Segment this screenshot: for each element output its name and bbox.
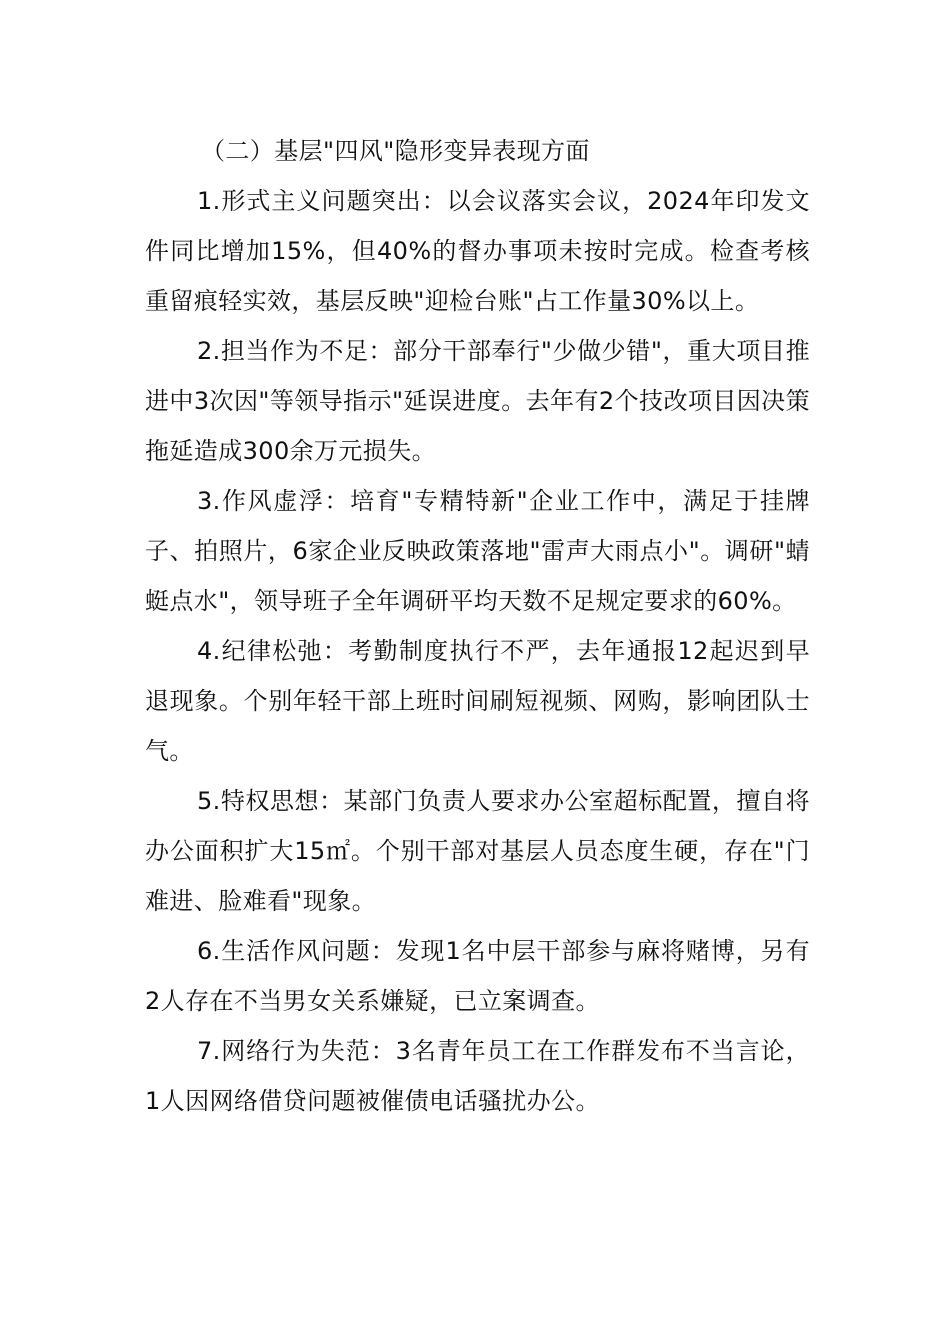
paragraph-2: 2.担当作为不足：部分干部奉行"少做少错"，重大项目推进中3次因"等领导指示"延误进度。去年有2个技改项目因决策拖延造成300余万元损失。 [145,337,810,465]
document-body [145,126,810,1126]
paragraph-7: 7.网络行为失范：3名青年员工在工作群发布不当言论，1人因网络借贷问题被催债电话骚扰办公。 [145,1037,810,1115]
paragraph-3: 3.作风虚浮：培育"专精特新"企业工作中，满足于挂牌子、拍照片，6家企业反映政策落地"雷声大雨点小"。调研"蜻蜓点水"，领导班子全年调研平均天数不足规定要求的60%。 [145,487,810,615]
paragraph-5: 5.特权思想：某部门负责人要求办公室超标配置，擅自将办公面积扩大15㎡。个别干部对基层人员态度生硬，存在"门难进、脸难看"现象。 [145,787,810,915]
section-heading: （二）基层"四风"隐形变异表现方面 [201,137,590,165]
paragraph-6: 6.生活作风问题：发现1名中层干部参与麻将赌博，另有2人存在不当男女关系嫌疑，已立案调查。 [145,937,810,1015]
paragraph-4: 4.纪律松弛：考勤制度执行不严，去年通报12起迟到早退现象。个别年轻干部上班时间刷短视频、网购，影响团队士气。 [145,637,810,765]
paragraph-1: 1.形式主义问题突出：以会议落实会议，2024年印发文件同比增加15%，但40%的督办事项未按时完成。检查考核重留痕轻实效，基层反映"迎检台账"占工作量30%以上。 [145,187,810,315]
